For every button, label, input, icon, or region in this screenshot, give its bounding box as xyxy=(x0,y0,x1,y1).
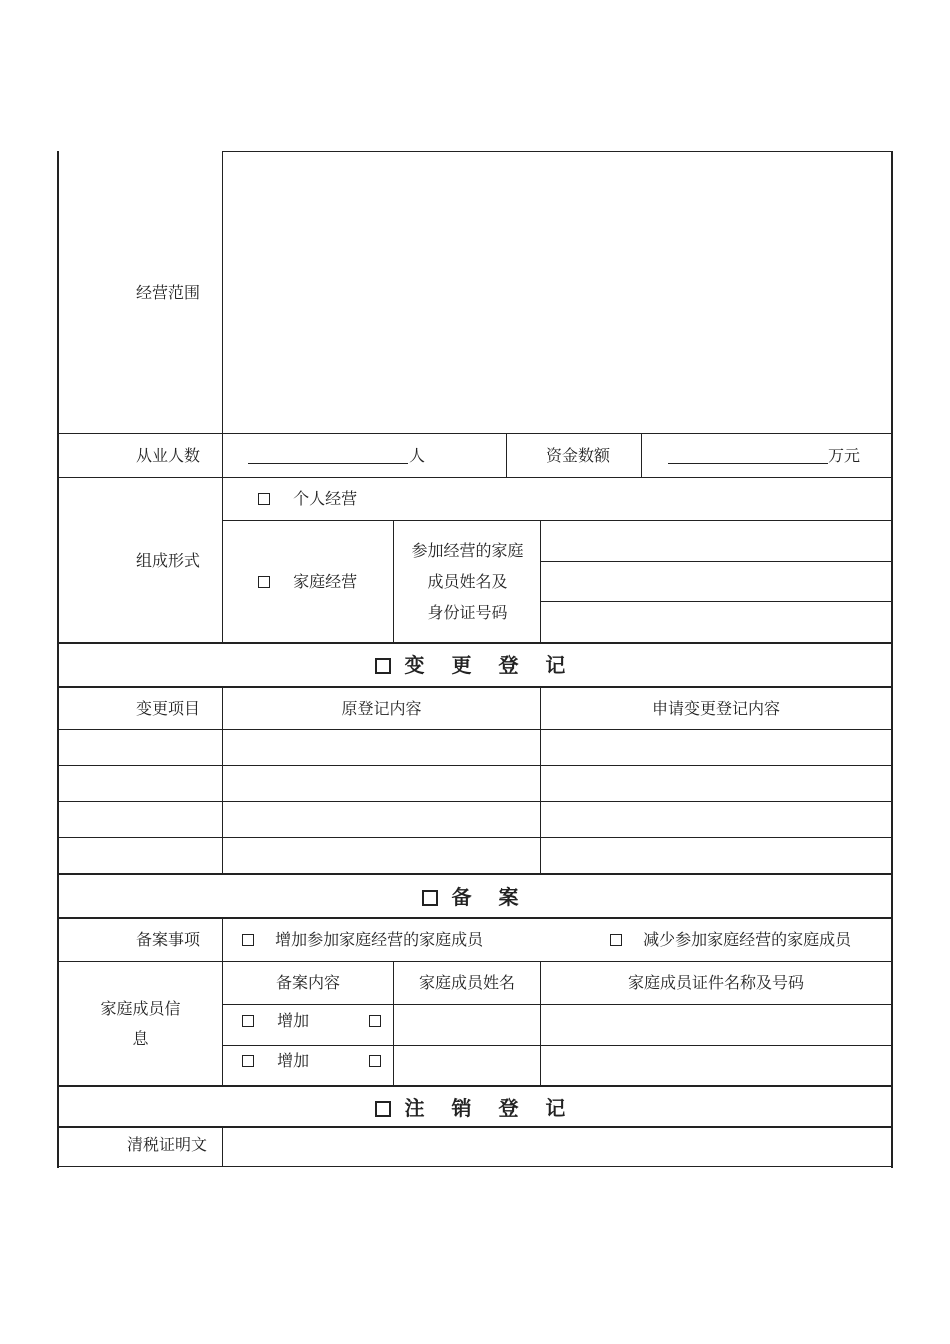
checkbox-icon[interactable] xyxy=(242,1015,254,1027)
row-line xyxy=(57,642,893,644)
row-line xyxy=(57,433,893,434)
filing-matter-label: 备案事项 xyxy=(136,930,201,949)
change-col-new: 申请变更登记内容 xyxy=(651,699,780,718)
frame-bottom xyxy=(57,1166,893,1167)
checkbox-icon[interactable] xyxy=(369,1015,381,1027)
employees-unit: 人 xyxy=(409,446,426,465)
checkbox-icon[interactable] xyxy=(242,1055,254,1067)
capital-label: 资金数额 xyxy=(546,446,611,465)
family-option[interactable] xyxy=(258,572,357,592)
row-line xyxy=(57,477,893,478)
member-field-1[interactable] xyxy=(540,561,893,562)
reduce-members-option[interactable] xyxy=(610,930,851,950)
row-line xyxy=(222,1004,893,1005)
checkbox-icon[interactable] xyxy=(422,890,438,906)
checkbox-icon[interactable] xyxy=(610,934,622,946)
member-field-2[interactable] xyxy=(540,601,893,602)
capital-unit: 万元 xyxy=(828,446,861,465)
checkbox-icon[interactable] xyxy=(242,934,254,946)
business-scope-label: 经营范围 xyxy=(136,283,201,302)
tax-clearance-label: 清税证明文 xyxy=(127,1135,208,1154)
row-line xyxy=(222,520,893,521)
cell-divider xyxy=(641,433,642,477)
checkbox-icon[interactable] xyxy=(369,1055,381,1067)
row-line xyxy=(57,686,893,688)
row-line xyxy=(57,917,893,919)
cell-divider xyxy=(222,1126,223,1167)
family-label: 家庭经营 xyxy=(293,572,358,591)
cell-divider xyxy=(540,686,541,874)
members-label-line3: 身份证号码 xyxy=(427,603,508,622)
filing-row-1-reduce[interactable] xyxy=(369,1011,381,1031)
row-line xyxy=(57,873,893,875)
capital-input-line[interactable] xyxy=(668,463,828,464)
col-divider-top xyxy=(222,151,223,643)
filing-row-2-reduce[interactable] xyxy=(369,1051,381,1071)
composition-label: 组成形式 xyxy=(136,551,201,570)
individual-option[interactable] xyxy=(258,489,357,509)
cancel-title-text: 注 销 登 记 xyxy=(404,1096,576,1120)
cell-divider xyxy=(540,520,541,643)
checkbox-icon[interactable] xyxy=(258,493,270,505)
cell-divider xyxy=(393,961,394,1087)
reduce-members-label: 减少参加家庭经营的家庭成员 xyxy=(643,930,852,949)
add-members-option[interactable] xyxy=(242,930,483,950)
filing-row-1-add-label: 增加 xyxy=(277,1011,310,1030)
members-label-line2: 成员姓名及 xyxy=(427,572,508,591)
filing-col-content: 备案内容 xyxy=(275,973,340,992)
member-info-label-1: 家庭成员信 xyxy=(100,999,181,1018)
change-col-original: 原登记内容 xyxy=(341,699,422,718)
change-col-item: 变更项目 xyxy=(136,699,201,718)
cell-divider xyxy=(222,917,223,1087)
change-section-title xyxy=(57,653,893,677)
row-line xyxy=(57,961,893,962)
row-line xyxy=(57,1085,893,1087)
change-row[interactable] xyxy=(57,765,893,766)
add-members-label: 增加参加家庭经营的家庭成员 xyxy=(275,930,484,949)
filing-col-id: 家庭成员证件名称及号码 xyxy=(627,973,804,992)
change-row[interactable] xyxy=(57,801,893,802)
filing-row-2-add[interactable] xyxy=(242,1051,309,1071)
member-info-label-2: 息 xyxy=(132,1029,149,1048)
cancel-section-title xyxy=(57,1096,893,1120)
cell-divider xyxy=(540,961,541,1087)
change-row[interactable] xyxy=(57,837,893,838)
members-label-line1: 参加经营的家庭 xyxy=(411,541,524,560)
cell-divider xyxy=(222,686,223,874)
cell-divider xyxy=(506,433,507,477)
row-line xyxy=(57,1126,893,1128)
row-line xyxy=(222,1045,893,1046)
employees-label: 从业人数 xyxy=(136,446,201,465)
change-title-text: 变 更 登 记 xyxy=(404,653,576,677)
row-line xyxy=(57,729,893,730)
filing-section-title xyxy=(57,885,893,909)
filing-row-2-add-label: 增加 xyxy=(277,1051,310,1070)
checkbox-icon[interactable] xyxy=(375,658,391,674)
filing-row-1-add[interactable] xyxy=(242,1011,309,1031)
frame-top xyxy=(222,151,893,152)
cell-divider xyxy=(393,520,394,643)
individual-label: 个人经营 xyxy=(293,489,358,508)
filing-col-name: 家庭成员姓名 xyxy=(418,973,515,992)
checkbox-icon[interactable] xyxy=(258,576,270,588)
employees-input-line[interactable] xyxy=(248,463,408,464)
checkbox-icon[interactable] xyxy=(375,1101,391,1117)
filing-title-text: 备 案 xyxy=(451,885,529,909)
